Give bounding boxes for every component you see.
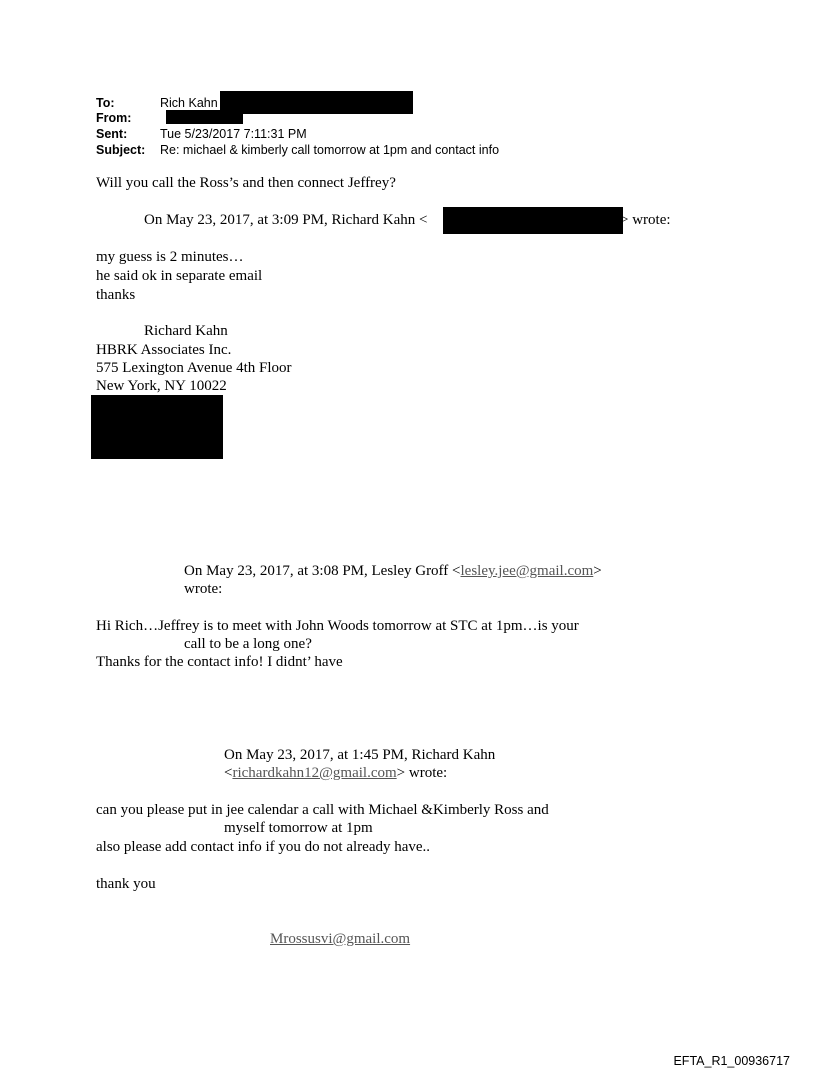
body-line: call to be a long one? (184, 636, 312, 652)
sent-value: Tue 5/23/2017 7:11:31 PM (160, 127, 307, 141)
quote-header-wrote: > wrote: (620, 212, 671, 228)
body-line: myself tomorrow at 1pm (224, 820, 373, 836)
signature-name: Richard Kahn (144, 323, 228, 339)
quote-header (224, 764, 447, 782)
body-line: also please add contact info if you do not already have.. (96, 839, 431, 855)
from-label: From: (96, 111, 132, 125)
body-line: Thanks for the contact info! I didnt’ have (96, 654, 343, 670)
document-id: EFTA_R1_00936717 (673, 1054, 790, 1068)
body-line: Will you call the Ross’s and then connect Jeffrey? (96, 175, 396, 191)
email-link[interactable]: Mrossusvi@gmail.com (270, 931, 411, 947)
quote-header: On May 23, 2017, at 1:45 PM, Richard Kahn (224, 747, 496, 763)
subject-value: Re: michael & kimberly call tomorrow at 1pm and contact info (160, 143, 500, 157)
signature-address: 575 Lexington Avenue 4th Floor (96, 360, 292, 376)
body-line: thank you (96, 876, 156, 892)
redaction-block (220, 91, 413, 114)
quote-header-text: > (593, 563, 602, 579)
to-label: To: (96, 96, 115, 110)
sent-label: Sent: (96, 127, 128, 141)
redaction-block (443, 207, 623, 234)
quote-header (184, 562, 602, 580)
quote-header (144, 211, 427, 229)
email-link[interactable]: lesley.jee@gmail.com (460, 563, 594, 579)
quote-header-text: On May 23, 2017, at 3:09 PM, Richard Kahn < (144, 212, 428, 228)
to-value: Rich Kahn (160, 96, 218, 110)
body-line: thanks (96, 287, 136, 303)
quote-header-text: > wrote: (396, 765, 448, 781)
subject-label: Subject: (96, 143, 146, 157)
body-line: Hi Rich…Jeffrey is to meet with John Woods tomorrow at STC at 1pm…is your (96, 618, 579, 634)
email-link[interactable]: richardkahn12@gmail.com (232, 765, 397, 781)
body-line: can you please put in jee calendar a call with Michael &Kimberly Ross and (96, 802, 549, 818)
body-line: he said ok in separate email (96, 268, 263, 284)
quote-header-wrote: wrote: (184, 581, 223, 597)
quote-header-text: On May 23, 2017, at 3:08 PM, Lesley Groff < (184, 563, 461, 579)
redaction-block (166, 110, 243, 124)
signature-city: New York, NY 10022 (96, 378, 227, 394)
body-line: my guess is 2 minutes… (96, 249, 244, 265)
redaction-block (91, 395, 223, 459)
quote-header-text: < (224, 765, 233, 781)
signature-company: HBRK Associates Inc. (96, 342, 232, 358)
